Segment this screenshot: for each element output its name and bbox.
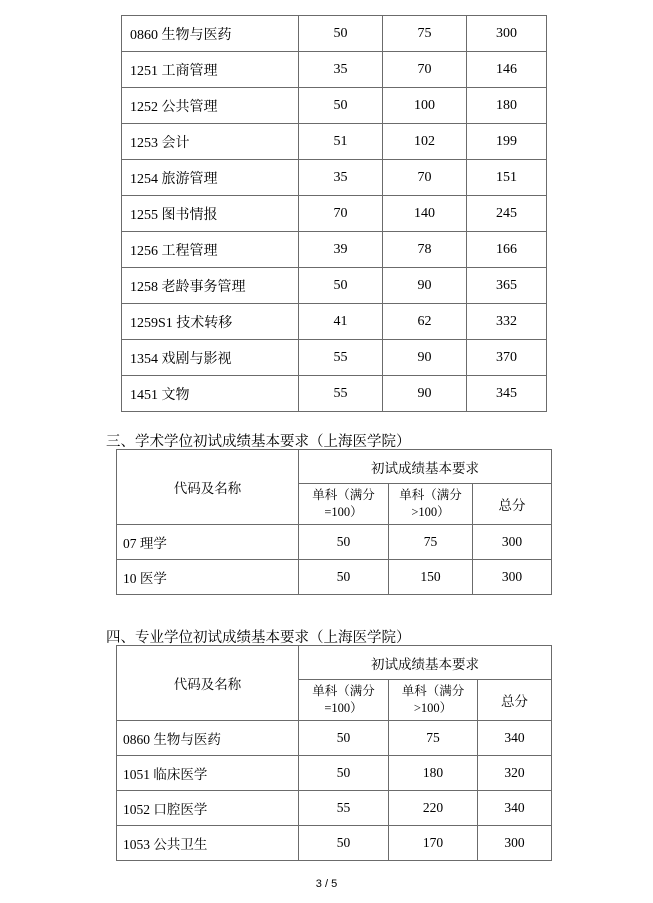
- table-row: [122, 16, 547, 52]
- header-code-name: 代码及名称: [117, 450, 299, 525]
- program-name: 1253 会计: [122, 124, 299, 160]
- single-subject-over-100: 180: [389, 756, 478, 791]
- table-row: [117, 525, 552, 560]
- header-code-name: 代码及名称: [117, 646, 299, 721]
- program-name: 07 理学: [117, 525, 299, 560]
- table-row: [122, 52, 547, 88]
- single-subject-over-100: 70: [383, 160, 467, 196]
- section-title-academic: 三、学术学位初试成绩基本要求（上海医学院）: [106, 434, 411, 450]
- single-subject-over-100: 170: [389, 826, 478, 861]
- total-score: 340: [478, 791, 552, 826]
- total-score: 345: [467, 376, 547, 412]
- single-subject-over-100: 102: [383, 124, 467, 160]
- total-score: 199: [467, 124, 547, 160]
- single-subject-100: 41: [299, 304, 383, 340]
- single-subject-over-100: 140: [383, 196, 467, 232]
- single-subject-100: 50: [299, 721, 389, 756]
- requirements-table-continued: [121, 15, 547, 412]
- total-score: 370: [467, 340, 547, 376]
- page-number: 3 / 5: [315, 878, 338, 890]
- header-requirements-group: 初试成绩基本要求: [299, 450, 552, 484]
- single-subject-over-100: 62: [383, 304, 467, 340]
- total-score: 245: [467, 196, 547, 232]
- total-score: 332: [467, 304, 547, 340]
- program-name: 1251 工商管理: [122, 52, 299, 88]
- table-row: [122, 376, 547, 412]
- single-subject-over-100: 75: [389, 525, 473, 560]
- single-subject-100: 55: [299, 791, 389, 826]
- table-row: [117, 721, 552, 756]
- header-single-subject-over-100: 单科（满分>100）: [389, 484, 473, 525]
- program-name: 1258 老龄事务管理: [122, 268, 299, 304]
- header-single-subject-100: 单科（满分=100）: [299, 484, 389, 525]
- table-row: [122, 304, 547, 340]
- single-subject-over-100: 90: [383, 376, 467, 412]
- program-name: 1052 口腔医学: [117, 791, 299, 826]
- program-name: 1252 公共管理: [122, 88, 299, 124]
- professional-requirements-table: [116, 645, 552, 861]
- total-score: 320: [478, 756, 552, 791]
- single-subject-100: 35: [299, 52, 383, 88]
- single-subject-over-100: 75: [383, 16, 467, 52]
- table-row: [122, 340, 547, 376]
- single-subject-over-100: 100: [383, 88, 467, 124]
- single-subject-100: 50: [299, 268, 383, 304]
- program-name: 0860 生物与医药: [122, 16, 299, 52]
- header-single-subject-100: 单科（满分=100）: [299, 680, 389, 721]
- single-subject-over-100: 150: [389, 560, 473, 595]
- program-name: 1254 旅游管理: [122, 160, 299, 196]
- program-name: 1259S1 技术转移: [122, 304, 299, 340]
- academic-requirements-table: [116, 449, 552, 595]
- total-score: 300: [478, 826, 552, 861]
- table-row: [117, 756, 552, 791]
- total-score: 300: [467, 16, 547, 52]
- single-subject-over-100: 75: [389, 721, 478, 756]
- program-name: 1053 公共卫生: [117, 826, 299, 861]
- program-name: 1256 工程管理: [122, 232, 299, 268]
- table-header-row: [117, 450, 552, 484]
- program-name: 1354 戏剧与影视: [122, 340, 299, 376]
- table-row: [122, 196, 547, 232]
- single-subject-100: 50: [299, 826, 389, 861]
- header-requirements-group: 初试成绩基本要求: [299, 646, 552, 680]
- total-score: 300: [473, 560, 552, 595]
- single-subject-100: 70: [299, 196, 383, 232]
- total-score: 340: [478, 721, 552, 756]
- single-subject-100: 50: [299, 525, 389, 560]
- single-subject-100: 35: [299, 160, 383, 196]
- header-total-score: 总分: [473, 484, 552, 525]
- single-subject-over-100: 220: [389, 791, 478, 826]
- table-row: [122, 232, 547, 268]
- single-subject-over-100: 78: [383, 232, 467, 268]
- single-subject-100: 55: [299, 376, 383, 412]
- single-subject-100: 50: [299, 560, 389, 595]
- single-subject-100: 55: [299, 340, 383, 376]
- total-score: 365: [467, 268, 547, 304]
- table-row: [122, 124, 547, 160]
- program-name: 1255 图书情报: [122, 196, 299, 232]
- table-row: [122, 88, 547, 124]
- total-score: 146: [467, 52, 547, 88]
- total-score: 300: [473, 525, 552, 560]
- single-subject-over-100: 70: [383, 52, 467, 88]
- program-name: 0860 生物与医药: [117, 721, 299, 756]
- table-row: [122, 160, 547, 196]
- header-total-score: 总分: [478, 680, 552, 721]
- total-score: 166: [467, 232, 547, 268]
- header-single-subject-over-100: 单科（满分>100）: [389, 680, 478, 721]
- single-subject-over-100: 90: [383, 340, 467, 376]
- table-row: [122, 268, 547, 304]
- single-subject-100: 50: [299, 756, 389, 791]
- total-score: 180: [467, 88, 547, 124]
- total-score: 151: [467, 160, 547, 196]
- single-subject-over-100: 90: [383, 268, 467, 304]
- single-subject-100: 50: [299, 16, 383, 52]
- single-subject-100: 51: [299, 124, 383, 160]
- table-header-row: [117, 646, 552, 680]
- section-title-professional: 四、专业学位初试成绩基本要求（上海医学院）: [106, 630, 411, 646]
- single-subject-100: 50: [299, 88, 383, 124]
- single-subject-100: 39: [299, 232, 383, 268]
- table-row: [117, 826, 552, 861]
- program-name: 1051 临床医学: [117, 756, 299, 791]
- table-row: [117, 791, 552, 826]
- table-row: [117, 560, 552, 595]
- program-name: 10 医学: [117, 560, 299, 595]
- program-name: 1451 文物: [122, 376, 299, 412]
